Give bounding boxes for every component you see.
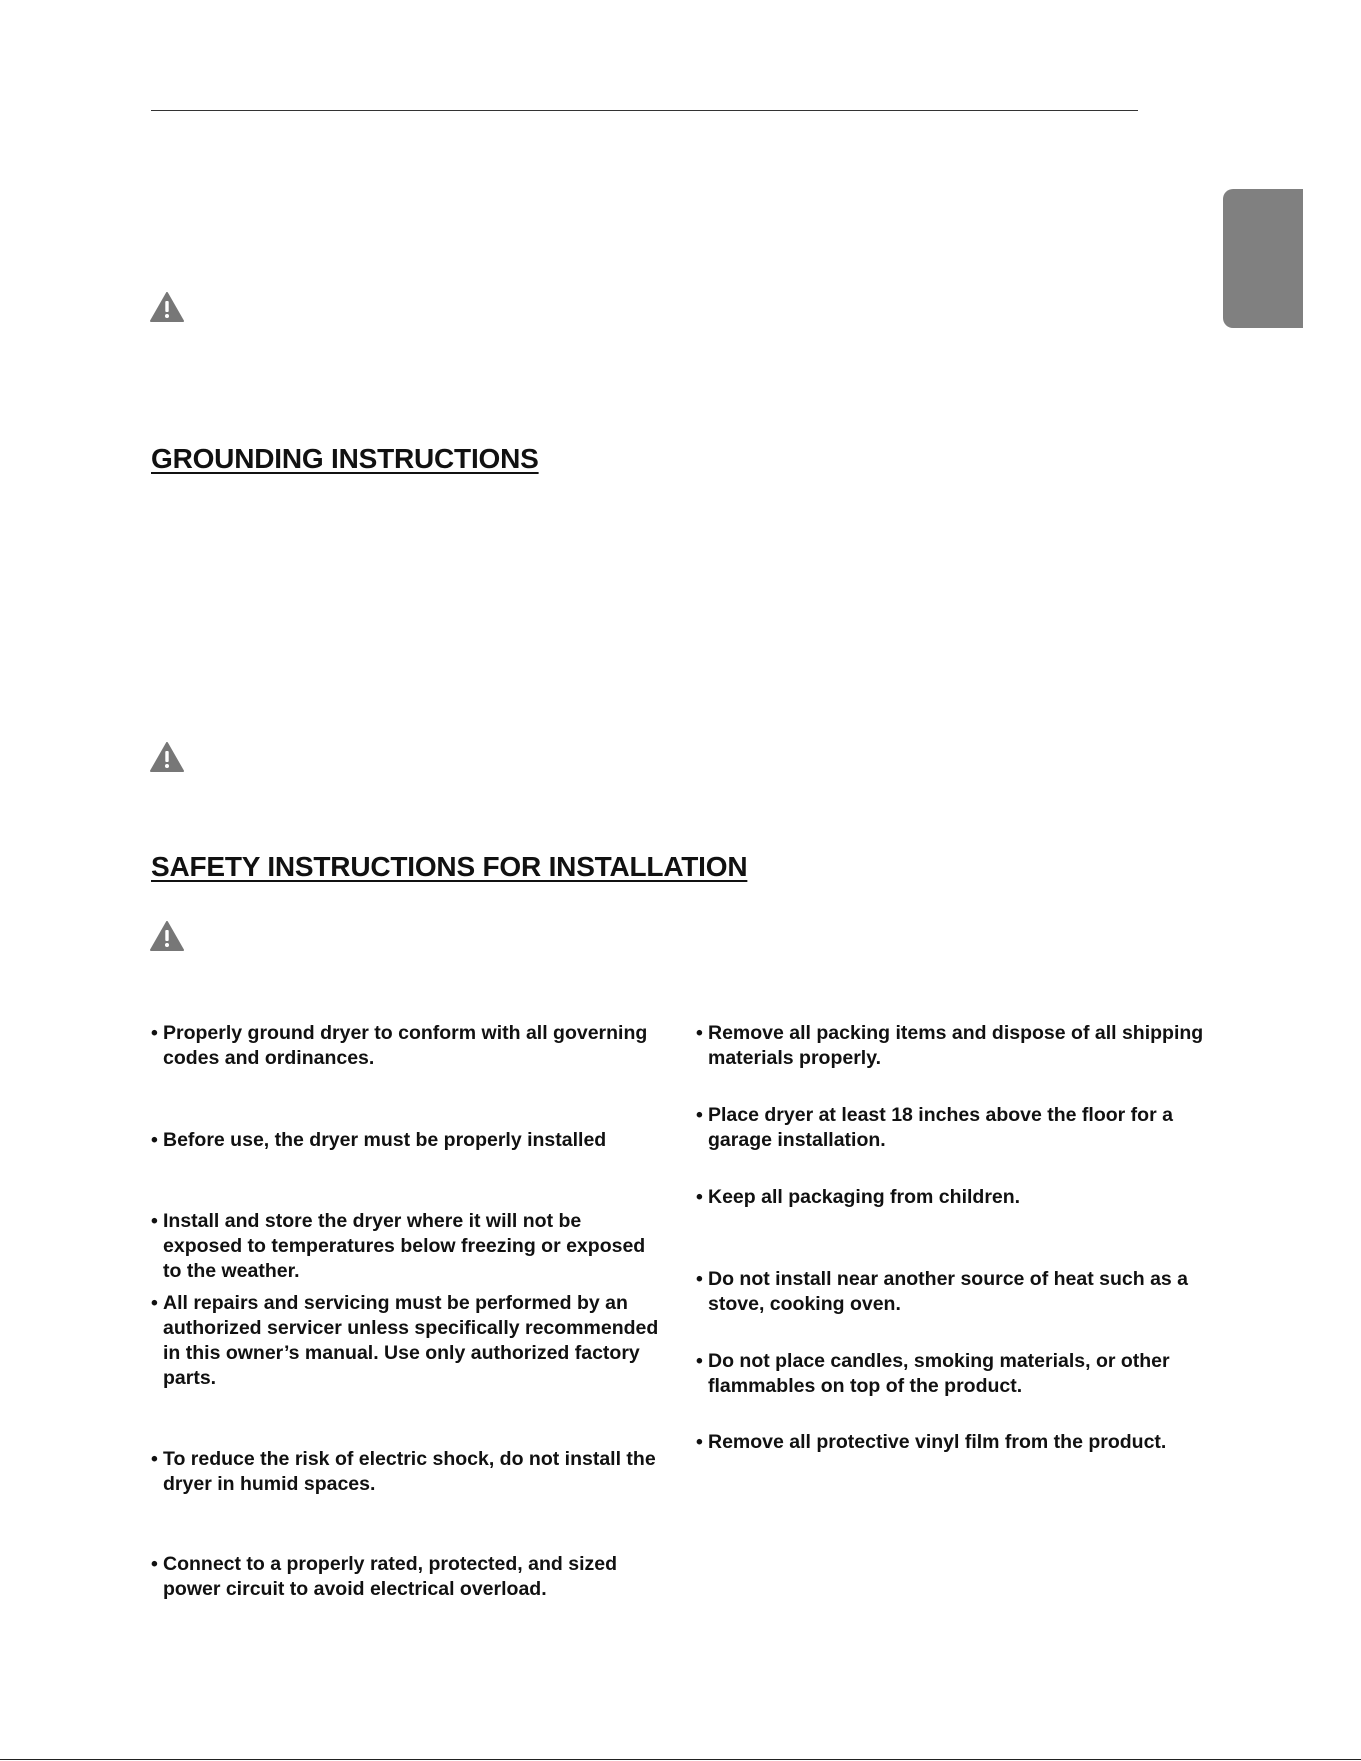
warning-triangle-icon bbox=[150, 921, 184, 951]
list-item: • Place dryer at least 18 inches above the floor for a garage installation. bbox=[696, 1103, 1208, 1153]
list-item: • Properly ground dryer to conform with all governing codes and ordinances. bbox=[151, 1021, 663, 1071]
safety-installation-heading: SAFETY INSTRUCTIONS FOR INSTALLATION bbox=[151, 851, 748, 882]
list-item: • Keep all packaging from children. bbox=[696, 1185, 1208, 1210]
list-item: • Remove all protective vinyl film from the product. bbox=[696, 1430, 1208, 1455]
section-side-tab bbox=[1223, 189, 1303, 328]
list-item: • All repairs and servicing must be performed by an authorized servicer unless specifically recommended in this owner’s manual. Use only authorized factory parts. bbox=[151, 1291, 663, 1391]
grounding-instructions-heading: GROUNDING INSTRUCTIONS bbox=[151, 443, 539, 474]
warning-triangle-icon bbox=[150, 292, 184, 322]
list-item: • Remove all packing items and dispose of all shipping materials properly. bbox=[696, 1021, 1208, 1071]
header-rule bbox=[151, 110, 1138, 111]
footer-rule bbox=[0, 1759, 1361, 1760]
list-item: • Before use, the dryer must be properly installed bbox=[151, 1128, 663, 1153]
list-item: • Connect to a properly rated, protected, and sized power circuit to avoid electrical overload. bbox=[151, 1552, 663, 1602]
list-item: • To reduce the risk of electric shock, do not install the dryer in humid spaces. bbox=[151, 1447, 663, 1497]
warning-triangle-icon bbox=[150, 742, 184, 772]
list-item: • Do not place candles, smoking materials, or other flammables on top of the product. bbox=[696, 1349, 1208, 1399]
list-item: • Do not install near another source of heat such as a stove, cooking oven. bbox=[696, 1267, 1208, 1317]
list-item: • Install and store the dryer where it will not be exposed to temperatures below freezing or exposed to the weather. bbox=[151, 1209, 663, 1284]
